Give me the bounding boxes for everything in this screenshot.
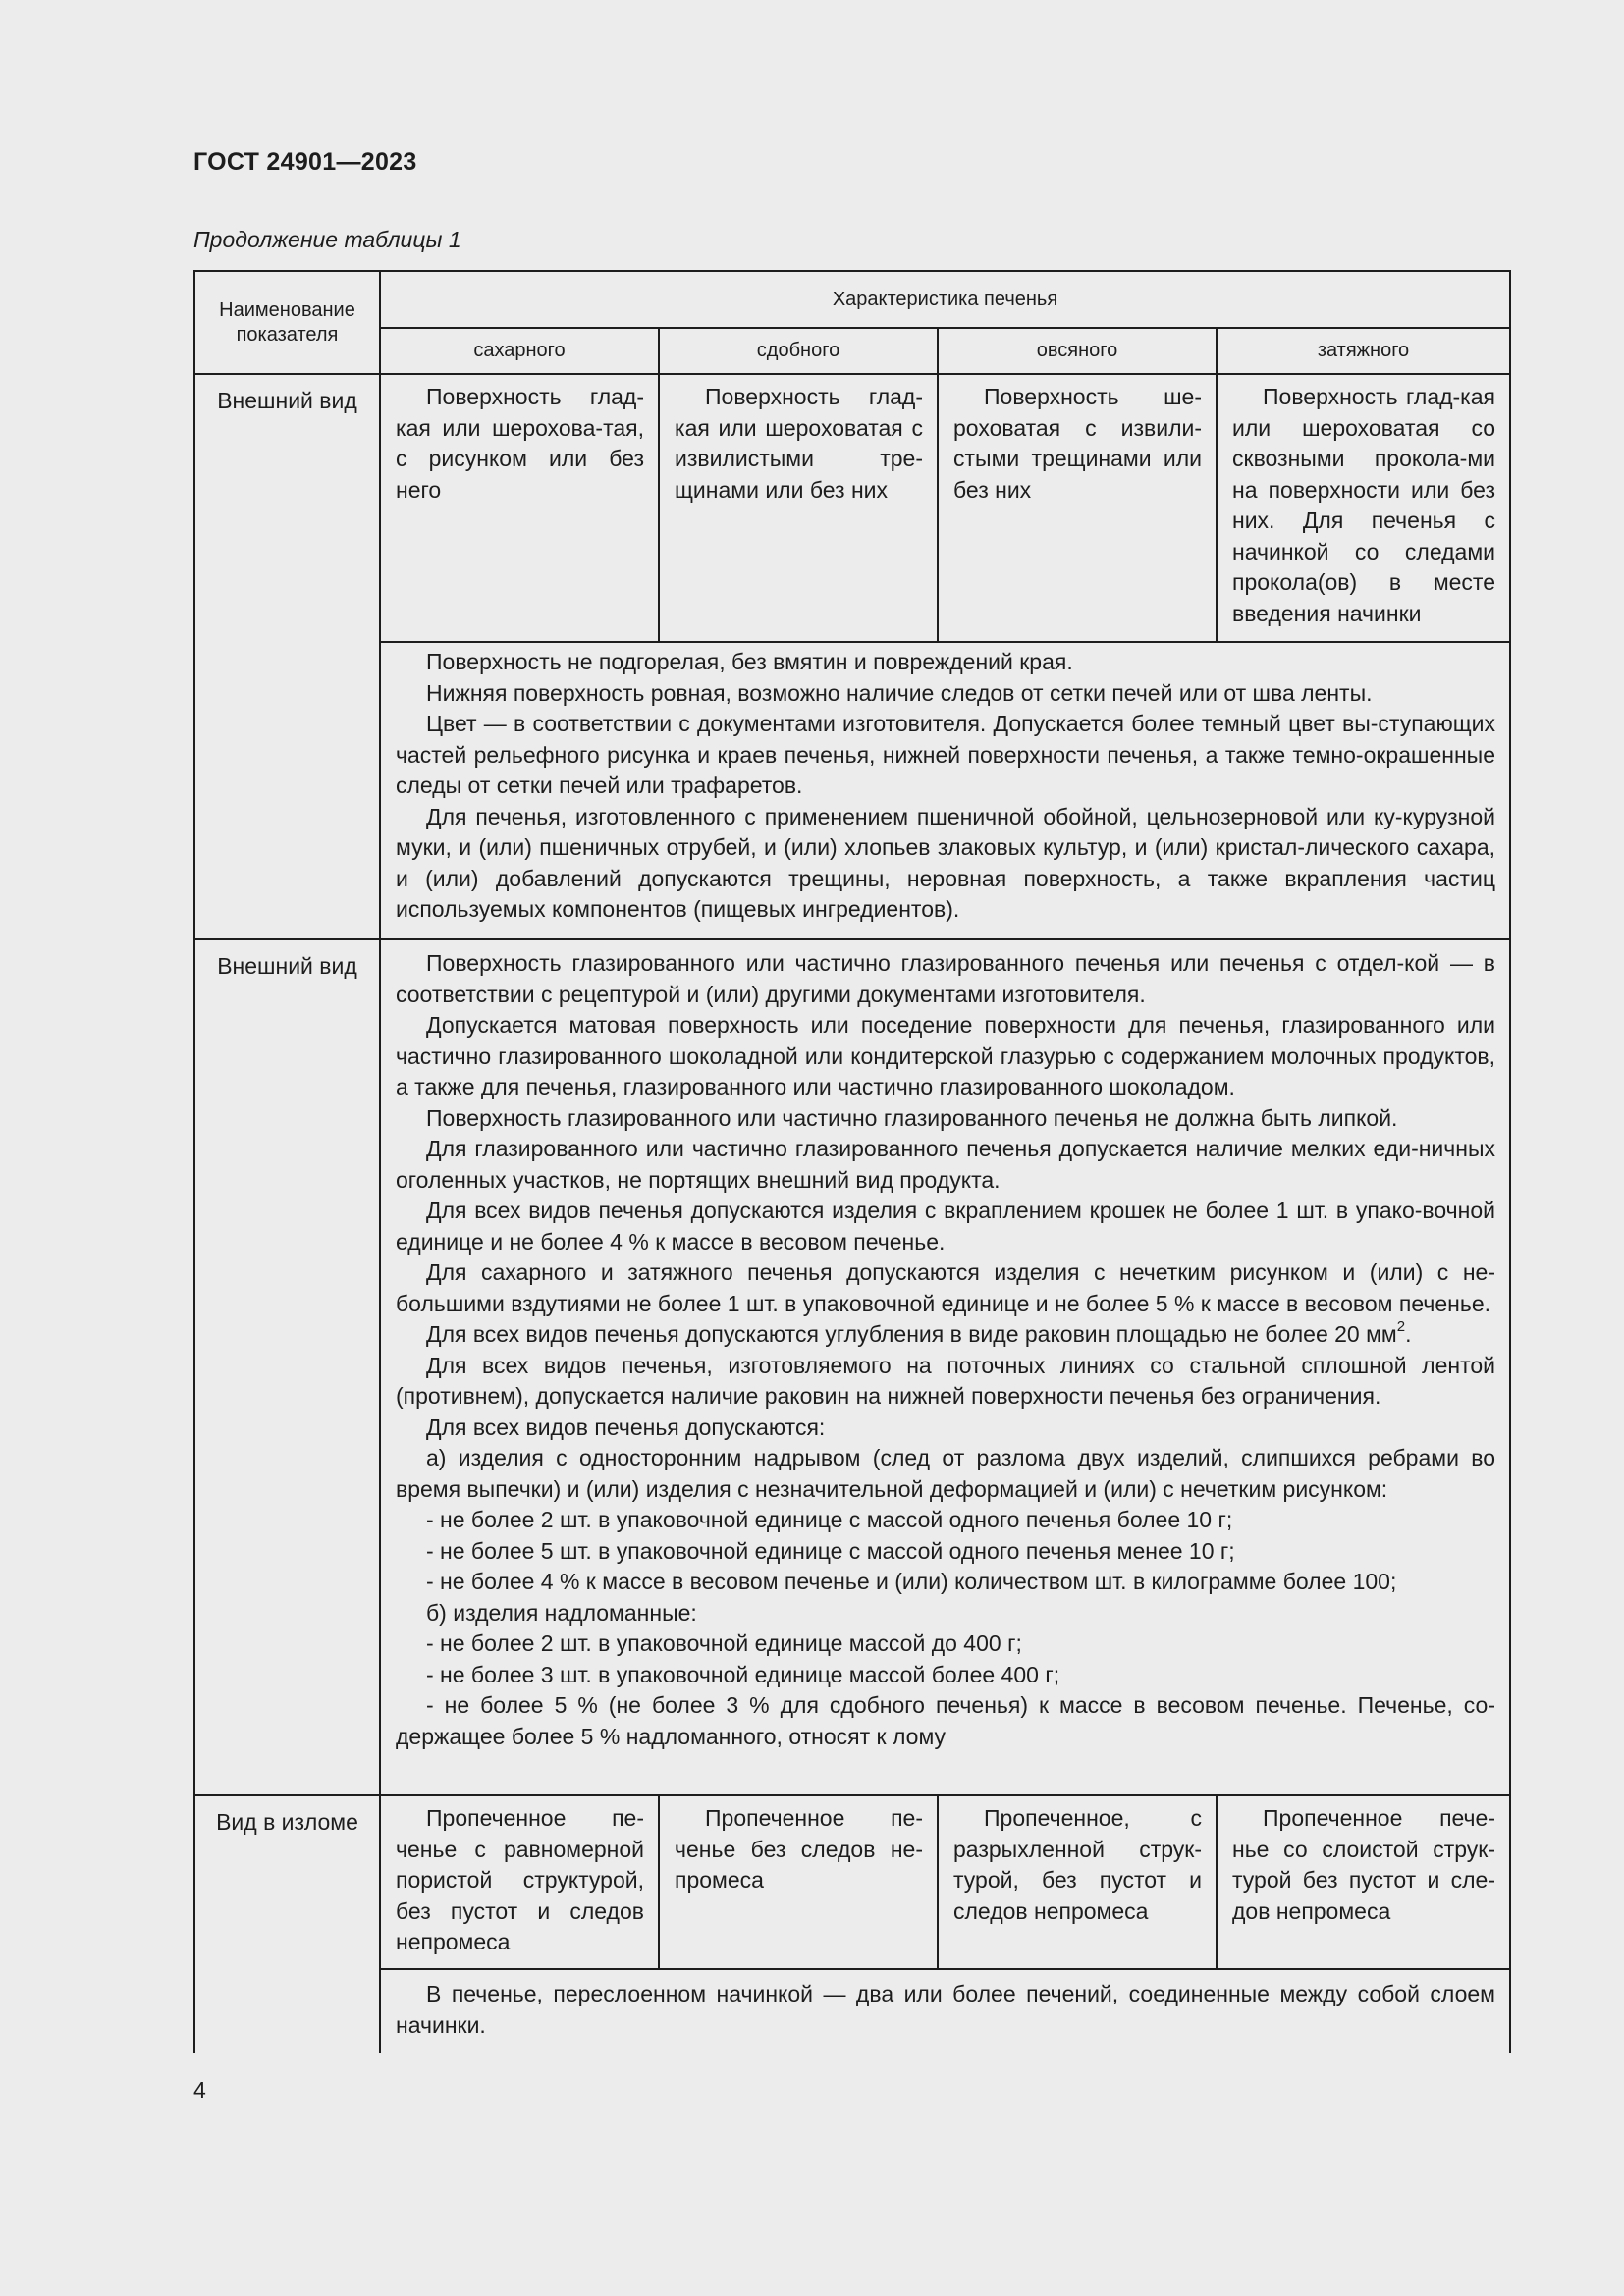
list-item: б) изделия надломанные: <box>426 1599 697 1626</box>
row-label-fracture: Вид в изломе <box>194 1795 380 2053</box>
cell-fracture-common <box>380 1969 1510 2053</box>
paragraph: Для всех видов печенья допускаются: <box>426 1414 826 1440</box>
list-item: - не более 2 шт. в упаковочной единице с массой одного печенья более 10 г; <box>426 1507 1233 1532</box>
list-item: - не более 2 шт. в упаковочной единице массой до 400 г; <box>426 1630 1022 1656</box>
paragraph: Для глазированного или частично глазированного печенья допускается наличие мелких еди-ничных оголенных участков, не портящих внешний вид продукта. <box>396 1136 1495 1193</box>
paragraph-pits: Для всех видов печенья допускаются углубления в виде раковин площадью не более 20 $мм^2$. <box>426 1318 1412 1347</box>
list-item: - не более 4 % к массе в весовом печенье и (или) количеством шт. в килограмме более 100; <box>426 1569 1397 1594</box>
header-characteristic: Характеристика печенья <box>380 271 1510 328</box>
cell-fracture-long: Пропеченное пече-нье со слоистой струк-турой без пустот и сле-дов непромеса <box>1217 1795 1510 1969</box>
list-item: - не более 3 шт. в упаковочной единице массой более 400 г; <box>426 1661 1060 1687</box>
row-label-appearance: Внешний вид <box>194 374 380 939</box>
paragraph: Для сахарного и затяжного печенья допускаются изделия с нечетким рисунком и (или) с не-большими вздутиями не более 1 шт. в упаковочной единице и не более 5 % к массе в весовом печенье. <box>396 1259 1495 1316</box>
cell-appearance-oat: Поверхность ше-роховатая с извили-стыми трещинами или без них <box>938 374 1217 642</box>
header-long: затяжного <box>1217 328 1510 374</box>
list-item: - не более 5 % (не более 3 % для сдобного печенья) к массе в весовом печенье. Печенье, со-держащее более 5 % надломанного, относят к лому <box>396 1692 1495 1749</box>
cell-appearance-sugar: Поверхность глад-кая или шерохова-тая, с рисунком или без него <box>380 374 659 642</box>
paragraph: Допускается матовая поверхность или поседение поверхности для печенья, глазированного или частично глазированного шоколадной или кондитерской глазурью с содержанием молочных продуктов, а также для печенья, глазированного или частично глазированного шоколадом. <box>396 1012 1495 1099</box>
table-continuation-caption: Продолжение таблицы 1 <box>193 227 461 252</box>
quality-table <box>193 270 1511 2053</box>
cell-appearance-long: Поверхность глад-кая или шероховатая со сквозными прокола-ми на поверхности или без них. Для печенья с начинкой со следами прокола(ов) в месте введения начинки <box>1217 374 1510 642</box>
page-number: 4 <box>193 2077 206 2103</box>
paragraph: Поверхность глазированного или частично глазированного печенья или печенья с отдел-кой — в соответствии с рецептурой и (или) другими документами изготовителя. <box>396 950 1495 1007</box>
cell-appearance-rich: Поверхность глад-кая или шероховатая с извилистыми тре-щинами или без них <box>659 374 938 642</box>
cell-fracture-sugar: Пропеченное пе-ченье с равномерной пористой структурой, без пустот и следов непромеса <box>380 1795 659 1969</box>
header-rich: сдобного <box>659 328 938 374</box>
paragraph: Для печенья, изготовленного с применением пшеничной обойной, цельнозерновой или ку-курузной муки, и (или) пшеничных отрубей, и (или) хлопьев злаковых культур, и (или) кристал-лического сахара, и (или) добавлений допускаются трещины, неровная поверхность, а также вкрапления частиц используемых компонентов (пищевых ингредиентов). <box>396 803 1495 922</box>
cell-fracture-rich: Пропеченное пе-ченье без следов не-промеса <box>659 1795 938 1969</box>
paragraph: Для всех видов печенья, изготовляемого на поточных линиях со стальной сплошной лентой (противнем), допускается наличие раковин на нижней поверхности печенья без ограничения. <box>396 1352 1495 1409</box>
paragraph: Цвет — в соответствии с документами изготовителя. Допускается более темный цвет вы-ступающих частей рельефного рисунка и краев печенья, нижней поверхности печенья, а также темно-окрашенные следы от сетки печей или трафаретов. <box>396 711 1495 798</box>
cell-appearance-glazed <box>380 939 1510 1795</box>
paragraph: а) изделия с односторонним надрывом (след от разлома двух изделий, слипшихся ребрами во время выпечки) и (или) изделия с незначительной деформацией и (или) с нечетким рисунком: <box>396 1445 1495 1502</box>
document-code: ГОСТ 24901—2023 <box>193 148 417 176</box>
header-oat: овсяного <box>938 328 1217 374</box>
paragraph: Нижняя поверхность ровная, возможно наличие следов от сетки печей или от шва ленты. <box>426 679 1373 706</box>
cell-appearance-common <box>380 642 1510 939</box>
cell-fracture-oat: Пропеченное, с разрыхленной струк-турой, без пустот и следов непромеса <box>938 1795 1217 1969</box>
header-sugar: сахарного <box>380 328 659 374</box>
header-indicator: Наименование показателя <box>194 271 380 374</box>
list-item: - не более 5 шт. в упаковочной единице с массой одного печенья менее 10 г; <box>426 1537 1235 1564</box>
paragraph: Поверхность глазированного или частично глазированного печенья не должна быть липкой. <box>426 1104 1398 1131</box>
paragraph: Для всех видов печенья допускаются изделия с вкраплением крошек не более 1 шт. в упако-вочной единице и не более 4 % к массе в весовом печенье. <box>396 1198 1495 1255</box>
row-label-appearance-glazed: Внешний вид <box>194 939 380 1795</box>
paragraph: В печенье, переслоенном начинкой — два или более печений, соединенные между собой слоем начинки. <box>396 1981 1495 2038</box>
paragraph: Поверхность не подгорелая, без вмятин и повреждений края. <box>426 649 1073 674</box>
